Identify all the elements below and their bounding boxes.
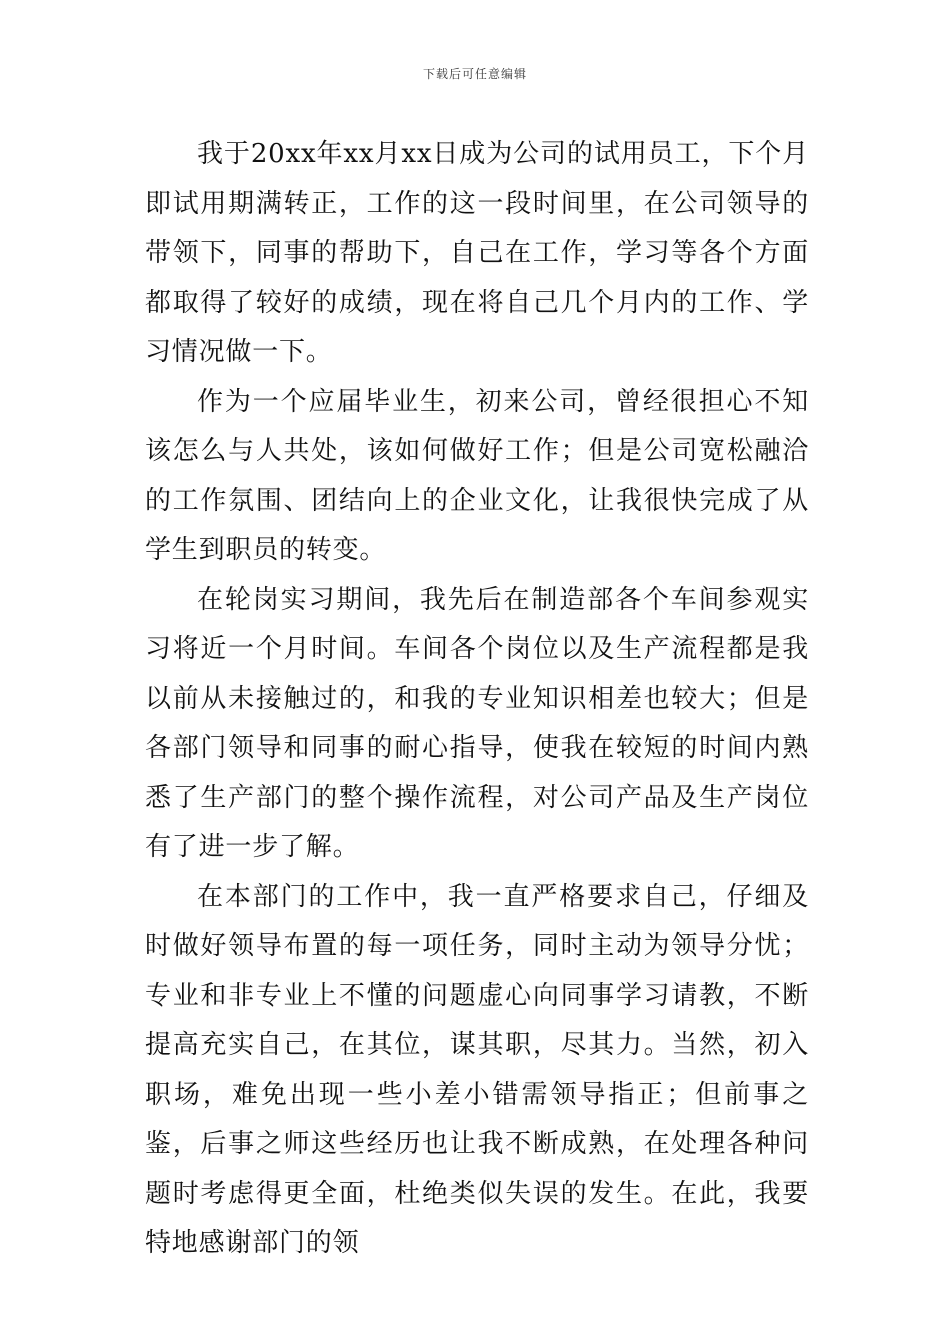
paragraph-1: 我于20xx年xx月xx日成为公司的试用员工，下个月即试用期满转正，工作的这一段时间里，在公司领导的带领下，同事的帮助下，自己在工作，学习等各个方面都取得了较好的成绩，现在将自己几个月内的工作、学习情况做一下。 <box>145 139 809 367</box>
paragraph-3: 在轮岗实习期间，我先后在制造部各个车间参观实习将近一个月时间。车间各个岗位以及生产流程都是我以前从未接触过的，和我的专业知识相差也较大；但是各部门领导和同事的耐心指导，使我在较短的时间内熟悉了生产部门的整个操作流程，对公司产品及生产岗位有了进一步了解。 <box>145 584 809 862</box>
document-body <box>145 130 809 1269</box>
paragraph-2: 作为一个应届毕业生，初来公司，曾经很担心不知该怎么与人共处，该如何做好工作；但是公司宽松融洽的工作氛围、团结向上的企业文化，让我很快完成了从学生到职员的转变。 <box>145 386 809 565</box>
page-header: 下载后可任意编辑 <box>422 67 527 81</box>
paragraph-4: 在本部门的工作中，我一直严格要求自己，仔细及时做好领导布置的每一项任务，同时主动为领导分忧；专业和非专业上不懂的问题虚心向同事学习请教，不断提高充实自己，在其位，谋其职，尽其力。当然，初入职场，难免出现一些小差小错需领导指正；但前事之鉴，后事之师这些经历也让我不断成熟，在处理各种问题时考虑得更全面，杜绝类似失误的发生。在此，我要特地感谢部门的领 <box>145 881 809 1258</box>
